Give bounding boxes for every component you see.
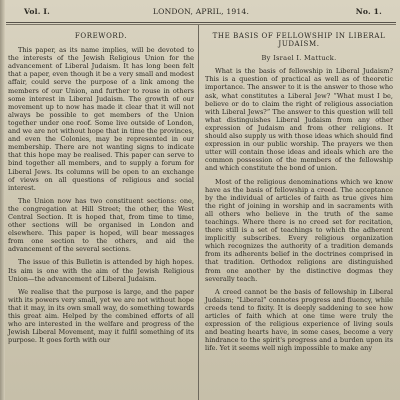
foreword-paragraph-2: The Union now has two constituent sections: one, the congregation at Hill Street; the other, the West Central Section. It is hoped that, from time to time, other sections will be organised in London and elsewhere. This paper is hoped, will bear messages from one section to the others, and aid the advancement of the several sections. [8,196,194,254]
masthead [6,3,396,21]
article-title: THE BASIS OF FELLOWSHIP IN LIBERAL JUDAISM. [212,32,386,49]
foreword-paragraph-3: The issue of this Bulletin is attended by high hopes. Its aim is one with the aim of the Jewish Religious Union—the advancement of Liberal Judaism. [8,258,194,283]
place-date: LONDON, APRIL, 1914. [152,7,250,16]
article-column [205,27,393,357]
article-paragraph-1: What is the basis of fellowship in Liberal Judaism? This is a question of practical as well as of theoretic importance. The answer to it is the answer to those who ask, what constitutes a Liberal Jew? “What must I be, believe or do to claim the right of religious association with Liberal Jews?” The answer to this question will tell what distinguishes Liberal Judaism from any other expression of Judaism and from other religions. It should also supply us with those ideas which should find expression in our public worship. The prayers we then utter will contain those ideas and ideals which are the common possession of the members of the fellowship and which constitute the bond of union. [205,67,393,173]
article-paragraph-2: Most of the religious denominations which we know have as the basis of fellowship a creed. The acceptance by the individual of articles of faith as true gives him the right of joining in worship and in sacraments with all others who believe in the truth of the same teachings. Where there is no creed set for recitation, there still is a set of teachings to which the adherent implicitly subscribes. Every religious organization which recognizes the authority of a tradition demands from its adherents belief in the doctrines comprised in that tradition. Orthodox religions are distinguished from one another by the distinctive dogmas they severally teach. [205,177,393,283]
article-paragraph-3: A creed cannot be the basis of fellowship in Liberal Judaism; “Liberal” connotes progress and fluency, while creeds tend to fixity. It is deeply saddening to see how articles of faith which at one time were truly the expression of the religious experience of living souls and beating hearts have, in some cases, become a very hindrance to the spirit's progress and a burden upon its life. Yet it seems well nigh impossible to make any [205,287,393,353]
page-edge [0,0,5,400]
issue-number: No. 1. [355,7,382,16]
foreword-title: FOREWORD. [74,32,128,40]
masthead-rule-lower [6,24,396,25]
volume-label: Vol. I. [24,7,51,16]
foreword-paragraph-4: We realise that the purpose is large, and the paper with its powers very small, yet we are not without hope that it may, in its own small way, do something towards this great aim. Helped by the combined efforts of all who are interested in the welfare and progress of the Jewish Liberal Movement, may it fulfil something of its purpose. It goes forth with our [8,287,194,345]
foreword-column [8,27,194,349]
article-author: By Israel I. Mattuck. [261,54,337,63]
column-divider [198,25,199,400]
foreword-paragraph-1: This paper, as its name implies, will be devoted to the interests of the Jewish Religious Union for the advancement of Liberal Judaism. It has long been felt that a paper, even though it be a very small and modest affair, could serve the purpose of a link among the members of our Union, and further to rouse in others some interest in Liberal Judaism. The growth of our movement up to now has made it clear that it will not always be possible to get members of the Union together under one roof. Some live outside of London, and we are not without hope that in time the provinces, and even the Colonies, may be represented in our membership. There are not wanting signs to indicate that this hope may be realised. This paper can serve to bind together all members, and to supply a forum for Liberal Jews. Its columns will be open to an exchange of views on all questions of religious and social interest. [8,46,194,192]
masthead-rule [6,22,396,23]
